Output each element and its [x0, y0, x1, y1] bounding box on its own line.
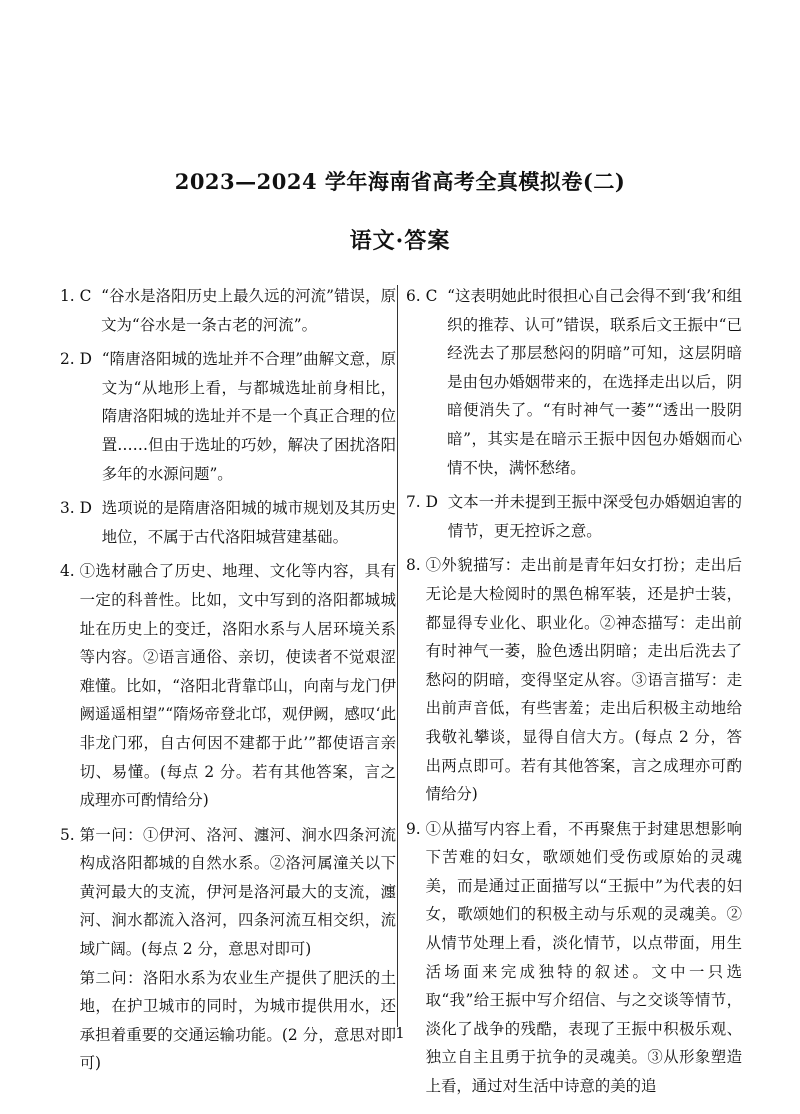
column-divider [397, 285, 398, 1027]
document-title: 2023—2024 学年海南省高考全真模拟卷(二) [174, 169, 626, 194]
answer-number: 2. D [60, 350, 102, 369]
page-number: 1 [395, 1024, 405, 1042]
answer-text: ①从描写内容上看，不再聚焦于封建思想影响下苦难的妇女，歌颂她们受伤或原始的灵魂美，而是通过正面描写以“王振中”为代表的妇女，歌颂她们的积极主动与乐观的灵魂美。②从情节处理上看，淡化情节，以点带面，用生活场面来完成独特的叙述。文中一只选取“我”给王振中写介绍信、与之交谈等情节，淡化了战争的残酷，表现了王振中积极乐观、独立自主且勇于抗争的灵魂美。③从形象塑造上看，通过对生活中诗意的美的追 [425, 819, 742, 1096]
answer-number: 3. D [60, 499, 102, 518]
answer-text: 选项说的是隋唐洛阳城的城市规划及其历史地位，不属于古代洛阳城营建基础。 [101, 499, 396, 546]
answer-item-8 [406, 551, 742, 808]
answer-item-3 [60, 494, 396, 551]
answer-number: 7. D [406, 493, 448, 512]
answer-number: 5. [60, 825, 80, 844]
answer-text: 文本一并未提到王振中深受包办婚姻迫害的情节，更无控诉之意。 [447, 493, 742, 540]
answer-number: 9. [406, 819, 426, 838]
answer-text: 第一问：①伊河、洛河、瀍河、涧水四条河流构成洛阳都城的自然水系。②洛河属潼关以下黄河最大的支流，伊河是洛河最大的支流，瀍河、涧水都流入洛河，四条河流互相交织，流域广阔。(每点 2 分，意思对即可) [79, 825, 396, 959]
answer-number: 6. C [406, 287, 448, 305]
right-column [406, 282, 742, 1107]
answer-text: ①选材融合了历史、地理、文化等内容，具有一定的科普性。比如，文中写到的洛阳都城城址在历史上的变迁，洛阳水系与人居环境关系等内容。②语言通俗、亲切，使读者不觉艰涩难懂。比如，“洛阳北背靠邙山，向南与龙门伊阙遥遥相望”“隋炀帝登北邙，观伊阙，感叹‘此非龙门邪，自古何因不建都于此’”都使语言亲切、易懂。(每点 2 分。若有其他答案，言之成理亦可酌情给分) [79, 562, 396, 810]
answer-item-7 [406, 488, 742, 545]
answer-number: 1. C [60, 287, 102, 305]
left-column [60, 282, 396, 1084]
answer-item-9 [406, 815, 742, 1101]
answer-item-6 [406, 282, 742, 482]
answer-item-4 [60, 557, 396, 814]
answer-item-1 [60, 282, 396, 339]
answer-text: “这表明她此时很担心自己会得不到‘我’和组织的推荐、认可”错误，联系后文王振中“已经洗去了那层愁闷的阴暗”可知，这层阴暗是由包办婚姻带来的，在选择走出以后，阴暗便消失了。“有时神气一萎”“透出一股阴暗”，其实是在暗示王振中因包办婚姻而心情不快，满怀愁绪。 [447, 287, 742, 477]
answer-number: 8. [406, 556, 426, 575]
answer-text: ①外貌描写：走出前是青年妇女打扮；走出后无论是大检阅时的黑色棉军装，还是护士装，都显得专业化、职业化。②神态描写：走出前有时神气一萎，脸色透出阴暗；走出后洗去了愁闷的阴暗，变得坚定从容。③语言描写：走出前声音低，有些害羞；走出后积极主动地给我敬礼攀谈，显得自信大方。(每点 2 分，答出两点即可。若有其他答案，言之成理亦可酌情给分) [425, 556, 742, 804]
document-subtitle: 语文·答案 [349, 228, 451, 254]
answer-item-2 [60, 345, 396, 488]
answer-text: “谷水是洛阳历史上最久远的河流”错误，原文为“谷水是一条古老的河流”。 [101, 287, 396, 334]
answer-text: “隋唐洛阳城的选址并不合理”曲解文意，原文为“从地形上看，与都城选址前身相比，隋唐洛阳城的选址并不是一个真正合理的位置……但由于选址的巧妙，解决了困扰洛阳多年的水源问题”。 [101, 350, 396, 483]
answer-number: 4. [60, 562, 80, 581]
answer-text: 第二问：洛阳水系为农业生产提供了肥沃的土地，在护卫城市的同时，为城市提供用水，还承担着重要的交通运输功能。(2 分，意思对即可) [79, 968, 396, 1073]
